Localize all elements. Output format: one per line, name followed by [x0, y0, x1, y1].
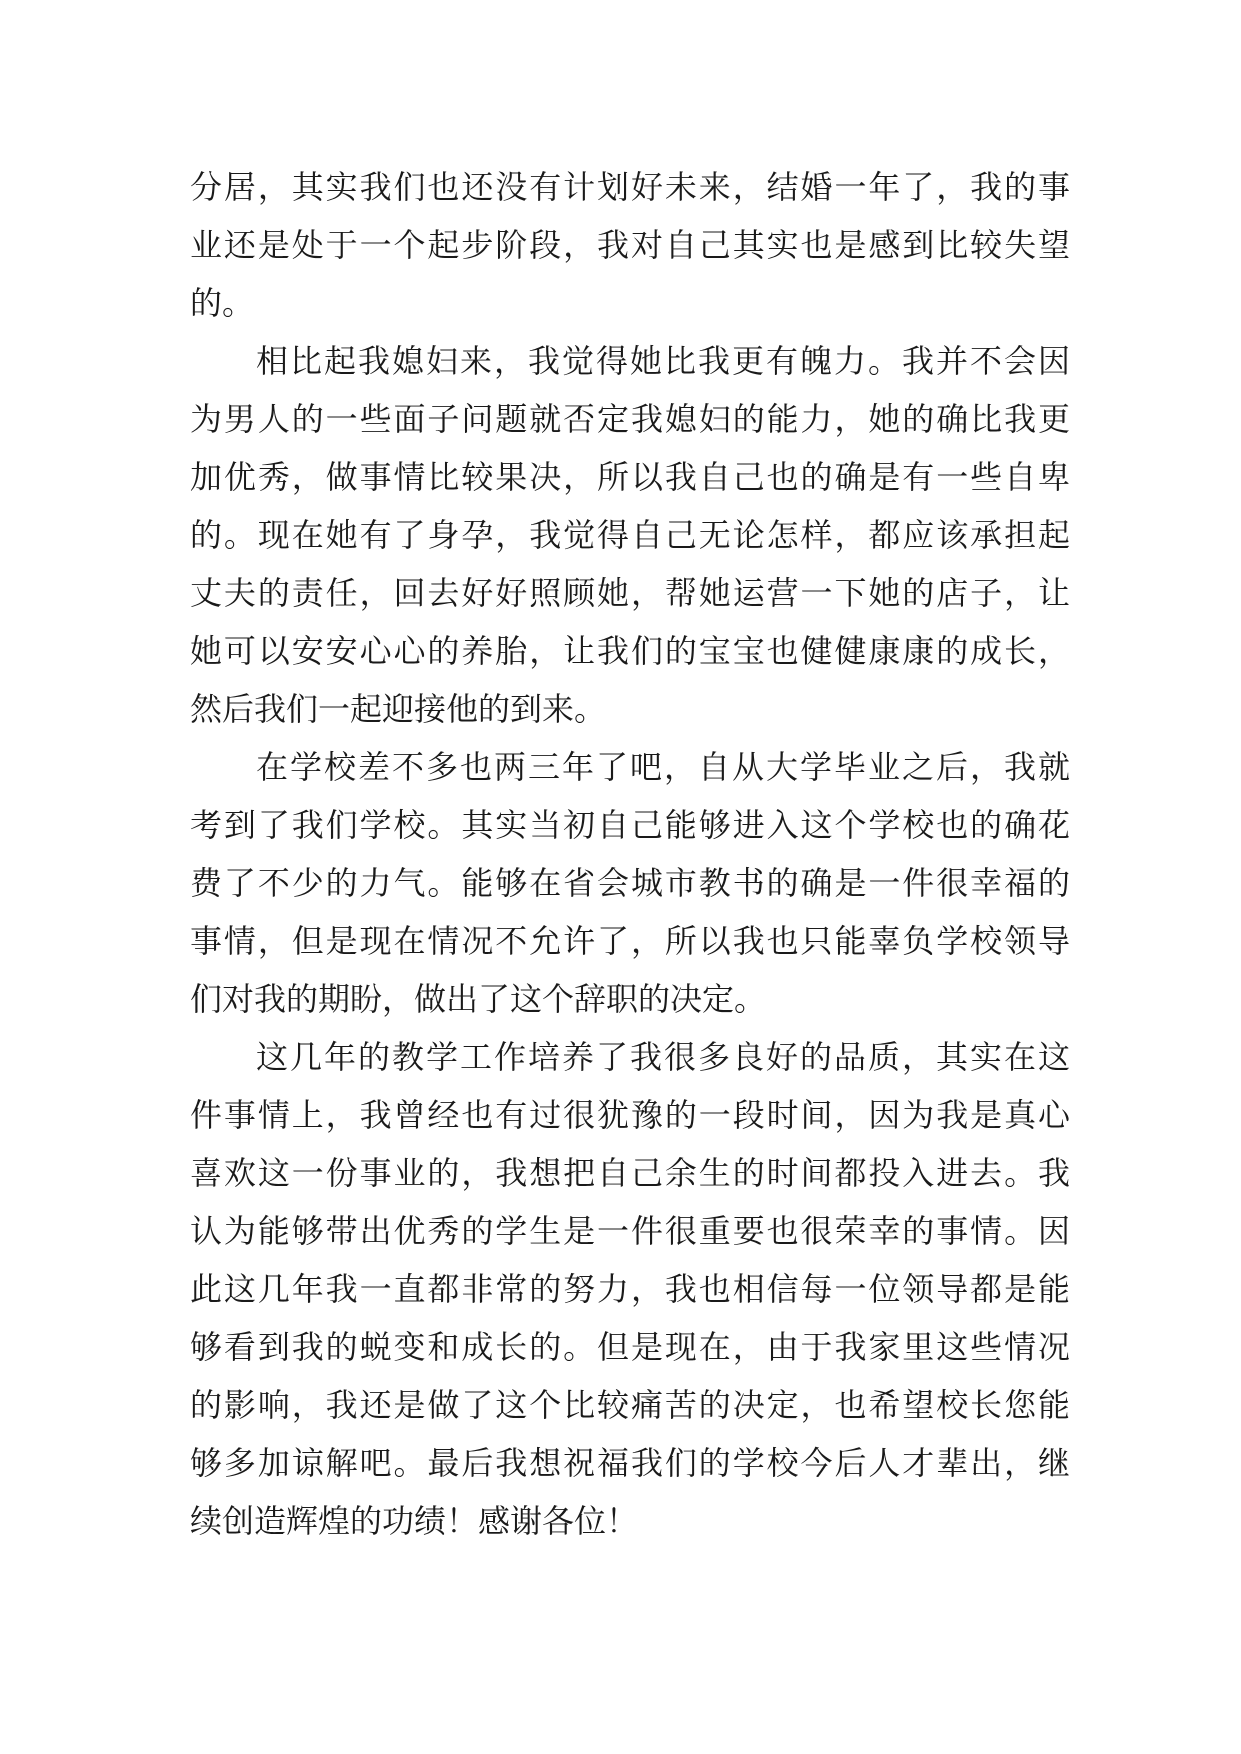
paragraph-first-line: 相比起我媳妇来，我觉得她比我更有魄力。我并不会因	[256, 342, 1070, 380]
text-line: 的。现在她有了身孕，我觉得自己无论怎样，都应该承担起	[190, 516, 1070, 554]
text-line: 够多加谅解吧。最后我想祝福我们的学校今后人才辈出，继	[190, 1444, 1070, 1482]
paragraph-first-line: 在学校差不多也两三年了吧，自从大学毕业之后，我就	[256, 748, 1070, 786]
text-line: 喜欢这一份事业的，我想把自己余生的时间都投入进去。我	[190, 1154, 1070, 1192]
text-line: 们对我的期盼，做出了这个辞职的决定。	[190, 980, 767, 1018]
text-line: 的影响，我还是做了这个比较痛苦的决定，也希望校长您能	[190, 1386, 1070, 1424]
text-line: 然后我们一起迎接他的到来。	[190, 690, 607, 728]
text-line: 分居，其实我们也还没有计划好未来，结婚一年了，我的事	[190, 168, 1070, 206]
text-line: 加优秀，做事情比较果决，所以我自己也的确是有一些自卑	[190, 458, 1070, 496]
text-line: 业还是处于一个起步阶段，我对自己其实也是感到比较失望	[190, 226, 1070, 264]
text-line: 续创造辉煌的功绩！感谢各位！	[190, 1502, 639, 1540]
text-line: 够看到我的蜕变和成长的。但是现在，由于我家里这些情况	[190, 1328, 1070, 1366]
text-line: 考到了我们学校。其实当初自己能够进入这个学校也的确花	[190, 806, 1070, 844]
text-line: 此这几年我一直都非常的努力，我也相信每一位领导都是能	[190, 1270, 1070, 1308]
paragraph-first-line: 这几年的教学工作培养了我很多良好的品质，其实在这	[256, 1038, 1070, 1076]
text-line: 认为能够带出优秀的学生是一件很重要也很荣幸的事情。因	[190, 1212, 1070, 1250]
text-line: 她可以安安心心的养胎，让我们的宝宝也健健康康的成长，	[190, 632, 1070, 670]
text-line: 费了不少的力气。能够在省会城市教书的确是一件很幸福的	[190, 864, 1070, 902]
text-line: 丈夫的责任，回去好好照顾她，帮她运营一下她的店子，让	[190, 574, 1070, 612]
text-line: 的。	[190, 284, 255, 322]
text-line: 事情，但是现在情况不允许了，所以我也只能辜负学校领导	[190, 922, 1070, 960]
text-line: 件事情上，我曾经也有过很犹豫的一段时间，因为我是真心	[190, 1096, 1070, 1134]
body-text	[190, 158, 1070, 1550]
text-line: 为男人的一些面子问题就否定我媳妇的能力，她的确比我更	[190, 400, 1070, 438]
